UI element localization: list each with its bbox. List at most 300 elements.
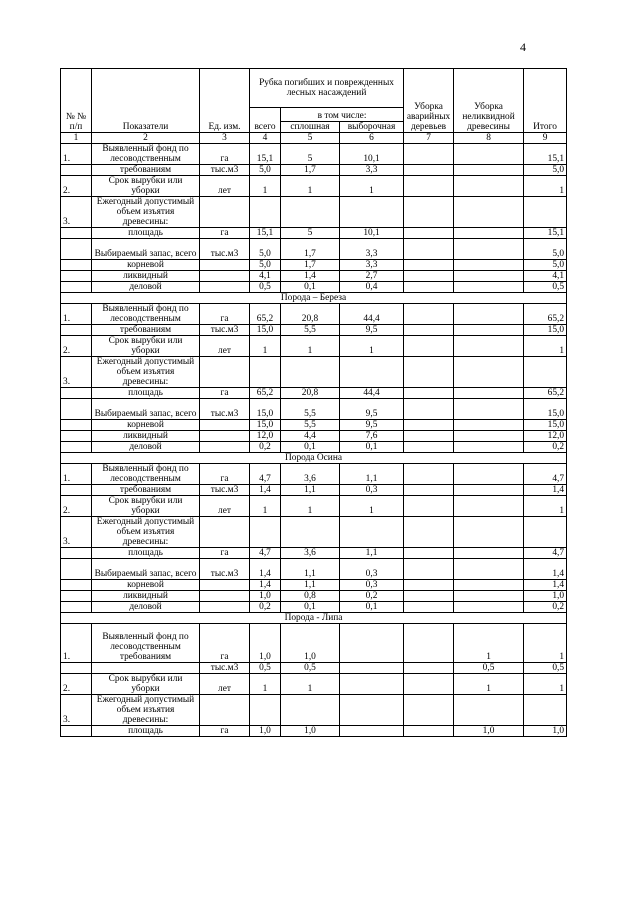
row-number: 2. [61, 176, 92, 197]
col-number-4: 4 [250, 133, 281, 144]
row-number [61, 165, 92, 176]
val-illiquid [454, 591, 524, 602]
row-label: требованиям [92, 485, 200, 496]
val-illiquid [454, 144, 524, 165]
row-number [61, 485, 92, 496]
val-emergency [404, 602, 454, 613]
section-row [61, 613, 567, 624]
val-emergency [404, 271, 454, 282]
row-label: корневой [92, 580, 200, 591]
val-total: 1,4 [250, 580, 281, 591]
row-unit [200, 580, 250, 591]
val-itogo [524, 197, 567, 228]
table-row [61, 357, 567, 388]
val-emergency [404, 431, 454, 442]
val-illiquid [454, 282, 524, 293]
row-number [61, 271, 92, 282]
val-itogo: 1 [524, 336, 567, 357]
row-label: площадь [92, 228, 200, 239]
val-selective: 0,3 [340, 485, 404, 496]
val-illiquid: 0,5 [454, 663, 524, 674]
val-itogo: 15,0 [524, 325, 567, 336]
val-total: 1,0 [250, 726, 281, 737]
row-unit [200, 431, 250, 442]
col-number-5: 5 [281, 133, 340, 144]
val-total: 4,1 [250, 271, 281, 282]
row-label: деловой [92, 442, 200, 453]
val-selective [340, 674, 404, 695]
val-clear: 1,1 [281, 485, 340, 496]
val-selective: 0,1 [340, 442, 404, 453]
val-total: 65,2 [250, 304, 281, 325]
val-clear: 3,6 [281, 548, 340, 559]
val-itogo: 1,0 [524, 726, 567, 737]
header-illiquid: Уборка неликвидной древесины [454, 69, 524, 133]
val-total: 12,0 [250, 431, 281, 442]
val-itogo: 1 [524, 176, 567, 197]
val-illiquid [454, 602, 524, 613]
section-title: Порода - Липа [61, 613, 567, 624]
val-illiquid: 1 [454, 624, 524, 663]
row-label: Ежегодный допустимый объем изъятия древесины: [92, 695, 200, 726]
val-illiquid [454, 260, 524, 271]
row-number [61, 580, 92, 591]
val-total: 15,0 [250, 325, 281, 336]
val-clear: 1,1 [281, 559, 340, 580]
row-label: Срок вырубки или уборки [92, 674, 200, 695]
row-unit: тыс.м3 [200, 663, 250, 674]
val-illiquid [454, 496, 524, 517]
val-clear: 1,4 [281, 271, 340, 282]
table-row [61, 517, 567, 548]
row-unit: га [200, 548, 250, 559]
val-emergency [404, 325, 454, 336]
row-unit [200, 357, 250, 388]
val-emergency [404, 591, 454, 602]
val-selective [340, 517, 404, 548]
col-number-8: 8 [454, 133, 524, 144]
header-itogo: Итого [524, 69, 567, 133]
val-total: 0,5 [250, 663, 281, 674]
row-label: ликвидный [92, 591, 200, 602]
header-no: № № п/п [61, 69, 92, 133]
val-selective: 1,1 [340, 464, 404, 485]
table-row [61, 325, 567, 336]
val-clear: 1,0 [281, 726, 340, 737]
val-itogo: 4,7 [524, 548, 567, 559]
row-number [61, 325, 92, 336]
row-label: площадь [92, 726, 200, 737]
val-clear [281, 357, 340, 388]
row-label: Выбираемый запас, всего [92, 399, 200, 420]
row-number: 1. [61, 304, 92, 325]
val-total: 0,2 [250, 602, 281, 613]
row-label: Выявленный фонд по лесоводственным требованиям [92, 624, 200, 663]
val-total: 5,0 [250, 239, 281, 260]
table-row [61, 165, 567, 176]
val-illiquid [454, 399, 524, 420]
val-total: 15,0 [250, 420, 281, 431]
val-total: 15,1 [250, 144, 281, 165]
page-number: 4 [520, 40, 526, 54]
val-selective [340, 197, 404, 228]
table-row [61, 559, 567, 580]
val-emergency [404, 496, 454, 517]
val-illiquid [454, 304, 524, 325]
col-number-3: 3 [200, 133, 250, 144]
val-itogo: 1 [524, 496, 567, 517]
row-unit: тыс.м3 [200, 559, 250, 580]
row-label: Выявленный фонд по лесоводственным [92, 304, 200, 325]
val-illiquid [454, 228, 524, 239]
val-total: 4,7 [250, 548, 281, 559]
val-itogo [524, 695, 567, 726]
row-label: площадь [92, 548, 200, 559]
row-label: Срок вырубки или уборки [92, 496, 200, 517]
row-unit: га [200, 144, 250, 165]
val-clear: 5,5 [281, 325, 340, 336]
val-itogo: 65,2 [524, 388, 567, 399]
val-emergency [404, 485, 454, 496]
val-selective [340, 624, 404, 663]
val-illiquid [454, 485, 524, 496]
val-emergency [404, 580, 454, 591]
row-unit: тыс.м3 [200, 165, 250, 176]
val-illiquid [454, 388, 524, 399]
row-number [61, 726, 92, 737]
val-clear [281, 695, 340, 726]
val-selective: 10,1 [340, 144, 404, 165]
val-itogo: 0,5 [524, 282, 567, 293]
val-emergency [404, 726, 454, 737]
col-number-2: 2 [92, 133, 200, 144]
val-emergency [404, 165, 454, 176]
val-clear: 0,1 [281, 602, 340, 613]
row-unit: лет [200, 336, 250, 357]
table-row [61, 260, 567, 271]
table-row [61, 336, 567, 357]
val-selective: 1 [340, 336, 404, 357]
val-illiquid: 1 [454, 674, 524, 695]
table-row [61, 674, 567, 695]
val-illiquid [454, 559, 524, 580]
table-row [61, 496, 567, 517]
val-itogo: 5,0 [524, 260, 567, 271]
val-selective: 7,6 [340, 431, 404, 442]
val-selective: 0,1 [340, 602, 404, 613]
val-selective: 2,7 [340, 271, 404, 282]
val-selective: 44,4 [340, 388, 404, 399]
val-emergency [404, 282, 454, 293]
val-clear: 1,7 [281, 165, 340, 176]
val-selective: 0,3 [340, 559, 404, 580]
header-indicators: Показатели [92, 69, 200, 133]
val-itogo: 1,4 [524, 559, 567, 580]
row-label: деловой [92, 282, 200, 293]
row-number [61, 442, 92, 453]
table-row [61, 442, 567, 453]
row-label: Ежегодный допустимый объем изъятия древесины: [92, 517, 200, 548]
table-row [61, 602, 567, 613]
row-number: 2. [61, 336, 92, 357]
val-clear: 1,7 [281, 260, 340, 271]
val-illiquid [454, 580, 524, 591]
table-row [61, 726, 567, 737]
table-row [61, 431, 567, 442]
val-itogo: 5,0 [524, 239, 567, 260]
val-selective: 1 [340, 176, 404, 197]
row-label: требованиям [92, 165, 200, 176]
val-emergency [404, 548, 454, 559]
val-clear: 1 [281, 176, 340, 197]
header-total-sub: всего [250, 108, 281, 133]
row-number [61, 548, 92, 559]
val-emergency [404, 559, 454, 580]
row-unit [200, 197, 250, 228]
table-row [61, 144, 567, 165]
table-row [61, 228, 567, 239]
val-clear: 5,5 [281, 399, 340, 420]
val-selective: 10,1 [340, 228, 404, 239]
val-clear: 1 [281, 674, 340, 695]
row-number [61, 282, 92, 293]
row-label: Срок вырубки или уборки [92, 336, 200, 357]
row-unit: га [200, 624, 250, 663]
row-label: Срок вырубки или уборки [92, 176, 200, 197]
val-clear: 0,1 [281, 282, 340, 293]
val-illiquid [454, 695, 524, 726]
section-row [61, 293, 567, 304]
val-illiquid [454, 464, 524, 485]
row-unit: га [200, 388, 250, 399]
val-emergency [404, 464, 454, 485]
row-unit [200, 602, 250, 613]
table-row [61, 580, 567, 591]
row-unit: га [200, 228, 250, 239]
val-emergency [404, 357, 454, 388]
val-selective: 3,3 [340, 260, 404, 271]
table-row [61, 548, 567, 559]
row-label: Выбираемый запас, всего [92, 559, 200, 580]
row-number: 1. [61, 624, 92, 663]
table-row [61, 197, 567, 228]
row-number [61, 399, 92, 420]
row-unit: тыс.м3 [200, 239, 250, 260]
val-total [250, 695, 281, 726]
row-number [61, 663, 92, 674]
header-emergency: Уборка аварийных деревьев [404, 69, 454, 133]
val-itogo: 15,1 [524, 144, 567, 165]
val-total [250, 357, 281, 388]
val-clear: 20,8 [281, 304, 340, 325]
section-row [61, 453, 567, 464]
row-unit [200, 517, 250, 548]
table-row [61, 624, 567, 663]
val-selective: 9,5 [340, 420, 404, 431]
val-total: 1 [250, 496, 281, 517]
row-unit: тыс.м3 [200, 485, 250, 496]
val-emergency [404, 517, 454, 548]
table-row [61, 663, 567, 674]
val-emergency [404, 388, 454, 399]
val-illiquid [454, 517, 524, 548]
table-row [61, 239, 567, 260]
row-label: площадь [92, 388, 200, 399]
row-unit [200, 282, 250, 293]
val-emergency [404, 239, 454, 260]
row-number [61, 260, 92, 271]
val-total: 1,0 [250, 591, 281, 602]
table-row [61, 591, 567, 602]
row-number: 1. [61, 144, 92, 165]
val-total: 4,7 [250, 464, 281, 485]
header-unit: Ед. изм. [200, 69, 250, 133]
row-number [61, 228, 92, 239]
row-number [61, 420, 92, 431]
val-total: 5,0 [250, 260, 281, 271]
val-emergency [404, 336, 454, 357]
row-unit: лет [200, 176, 250, 197]
val-selective: 3,3 [340, 239, 404, 260]
val-itogo: 1,4 [524, 485, 567, 496]
val-itogo: 15,0 [524, 420, 567, 431]
val-total [250, 517, 281, 548]
header-selective: выборочная [340, 122, 404, 133]
forest-table [60, 68, 567, 737]
val-clear [281, 197, 340, 228]
val-total: 5,0 [250, 165, 281, 176]
val-illiquid: 1,0 [454, 726, 524, 737]
val-itogo: 15,0 [524, 399, 567, 420]
col-number-1: 1 [61, 133, 92, 144]
val-illiquid [454, 442, 524, 453]
val-illiquid [454, 336, 524, 357]
val-illiquid [454, 420, 524, 431]
val-total: 1,4 [250, 559, 281, 580]
val-selective [340, 726, 404, 737]
val-selective [340, 695, 404, 726]
row-label: требованиям [92, 325, 200, 336]
val-emergency [404, 197, 454, 228]
val-total: 0,2 [250, 442, 281, 453]
row-label [92, 663, 200, 674]
row-unit [200, 591, 250, 602]
row-number [61, 559, 92, 580]
val-itogo: 0,5 [524, 663, 567, 674]
val-clear: 1,0 [281, 624, 340, 663]
section-title: Порода Осина [61, 453, 567, 464]
row-label: Выбираемый запас, всего [92, 239, 200, 260]
row-unit: тыс.м3 [200, 399, 250, 420]
val-selective: 3,3 [340, 165, 404, 176]
row-number: 3. [61, 357, 92, 388]
table-row [61, 388, 567, 399]
val-emergency [404, 695, 454, 726]
val-clear: 3,6 [281, 464, 340, 485]
row-number [61, 602, 92, 613]
row-unit [200, 695, 250, 726]
val-total [250, 197, 281, 228]
row-number [61, 591, 92, 602]
row-unit: лет [200, 496, 250, 517]
row-label: ликвидный [92, 431, 200, 442]
row-number: 2. [61, 674, 92, 695]
val-total: 15,0 [250, 399, 281, 420]
val-emergency [404, 624, 454, 663]
row-number: 3. [61, 695, 92, 726]
row-number: 3. [61, 197, 92, 228]
val-total: 1,4 [250, 485, 281, 496]
col-number-6: 6 [340, 133, 404, 144]
val-itogo: 1,4 [524, 580, 567, 591]
val-illiquid [454, 325, 524, 336]
val-selective: 0,2 [340, 591, 404, 602]
val-clear: 0,5 [281, 663, 340, 674]
val-total: 15,1 [250, 228, 281, 239]
table-row [61, 271, 567, 282]
val-itogo: 12,0 [524, 431, 567, 442]
val-emergency [404, 663, 454, 674]
val-illiquid [454, 548, 524, 559]
row-unit: тыс.м3 [200, 325, 250, 336]
table-row [61, 695, 567, 726]
val-illiquid [454, 357, 524, 388]
val-emergency [404, 228, 454, 239]
row-label: Ежегодный допустимый объем изъятия древесины: [92, 197, 200, 228]
val-itogo: 4,1 [524, 271, 567, 282]
row-unit: лет [200, 674, 250, 695]
val-emergency [404, 442, 454, 453]
val-emergency [404, 399, 454, 420]
val-selective: 1 [340, 496, 404, 517]
val-itogo: 1 [524, 674, 567, 695]
val-illiquid [454, 197, 524, 228]
val-clear: 4,4 [281, 431, 340, 442]
val-emergency [404, 304, 454, 325]
section-title: Порода – Береза [61, 293, 567, 304]
val-total: 65,2 [250, 388, 281, 399]
val-emergency [404, 260, 454, 271]
val-emergency [404, 674, 454, 695]
val-itogo: 65,2 [524, 304, 567, 325]
val-itogo [524, 517, 567, 548]
row-unit [200, 271, 250, 282]
val-itogo: 4,7 [524, 464, 567, 485]
row-unit: га [200, 726, 250, 737]
col-number-9: 9 [524, 133, 567, 144]
val-illiquid [454, 271, 524, 282]
table-row [61, 176, 567, 197]
val-total: 1 [250, 674, 281, 695]
table-row [61, 485, 567, 496]
row-number: 1. [61, 464, 92, 485]
header-clear: сплошная [281, 122, 340, 133]
val-itogo [524, 357, 567, 388]
val-clear: 1,7 [281, 239, 340, 260]
val-clear: 0,1 [281, 442, 340, 453]
row-label: Выявленный фонд по лесоводственным [92, 464, 200, 485]
val-itogo: 0,2 [524, 602, 567, 613]
val-total: 1,0 [250, 624, 281, 663]
row-number [61, 388, 92, 399]
row-number [61, 239, 92, 260]
val-clear: 1,1 [281, 580, 340, 591]
val-illiquid [454, 165, 524, 176]
header-including: в том числе: [281, 108, 404, 122]
col-number-7: 7 [404, 133, 454, 144]
header-felling-group: Рубка погибших и поврежденных лесных насаждений [250, 69, 404, 108]
row-number: 3. [61, 517, 92, 548]
